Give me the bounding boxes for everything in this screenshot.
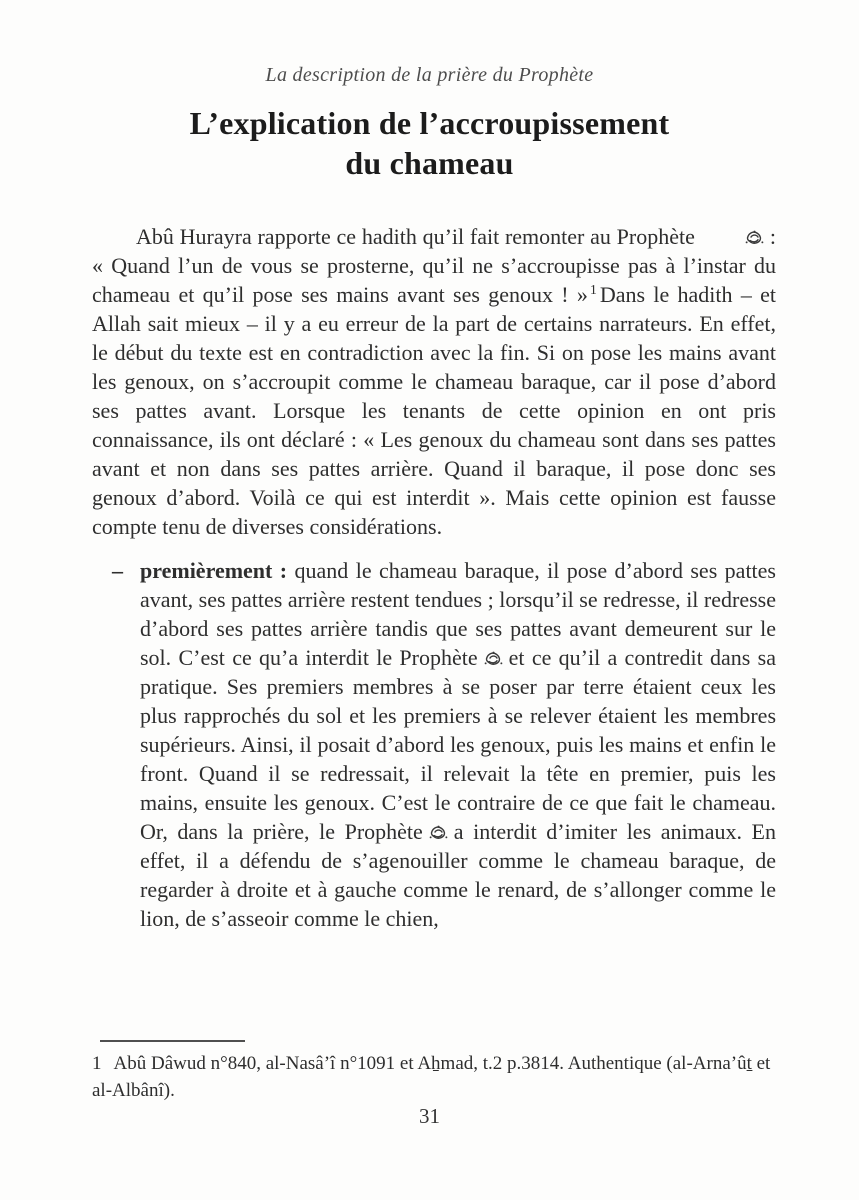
- footnote-number: 1: [92, 1053, 102, 1074]
- footnote-divider: [100, 1040, 245, 1042]
- footnote: [92, 1050, 776, 1104]
- footnote-text: Abû Dâwud n°840, al-Nasâ’î n°1091 et Aẖmad, t.2 p.3814. Authentique (al-Arna’ûṯ et al-Albânî).: [92, 1053, 771, 1101]
- list-item-premierement: [92, 556, 776, 933]
- paragraph-1-text-a: Abû Hurayra rapporte ce hadith qu’il fait remonter au Prophète: [136, 224, 695, 249]
- saws-honorific-icon: [428, 824, 449, 841]
- paragraph-1-text-c: Dans le hadith – et Allah sait mieux – il y a eu erreur de la part de certains narrateurs. En effet, le début du texte est en contradiction avec la fin. Si on pose les mains avant les genoux, on s’accroupit comme le chameau baraque, car il pose d’abord ses pattes avant. Lorsque les tenants de cette opinion en ont pris connaissance, ils ont déclaré : « Les genoux du chameau sont dans ses pattes avant et non dans ses pattes arrière. Quand il baraque, il pose donc ses genoux d’abord. Voilà ce qui est interdit ». Mais cette opinion est fausse compte tenu de diverses considérations.: [92, 282, 776, 539]
- page-title-line-1: L’explication de l’accroupissement: [189, 105, 670, 141]
- paragraph-1: [92, 222, 776, 541]
- body-text: [92, 222, 776, 933]
- paragraph-1-text-b: : « Quand l’un de vous se prosterne, qu’il ne s’accroupisse pas à l’instar du chameau et qu’il pose ses mains avant ses genoux ! »: [92, 224, 776, 307]
- footnote-reference: 1: [589, 282, 597, 298]
- page-title-line-2: du chameau: [345, 145, 514, 181]
- running-header: La description de la prière du Prophète: [265, 64, 594, 86]
- saws-honorific-icon: [483, 650, 504, 667]
- footnote-block: [92, 1040, 776, 1104]
- saws-honorific-icon: [700, 229, 765, 246]
- list-dash-marker: –: [112, 558, 123, 583]
- list-item-text-a: quand le chameau baraque, il pose d’abord ses pattes avant, ses pattes arrière restent tendues ; lorsqu’il se redresse, il redresse d’abord ses pattes arrière tandis que ses pattes avant demeurent sur le sol. C’est ce qu’a interdit le Prophète: [140, 558, 776, 670]
- list-item-text-c: a interdit d’imiter les animaux. En effet, il a défendu de s’agenouiller comme le chameau baraque, de regarder à droite et à gauche comme le renard, de s’allonger comme le lion, de s’asseoir comme le chien,: [140, 819, 776, 931]
- list-item-label: premièrement :: [140, 558, 288, 583]
- page-number: 31: [419, 1104, 440, 1128]
- page-title: [60, 103, 799, 183]
- list-item-text-b: et ce qu’il a contredit dans sa pratique. Ses premiers membres à se poser par terre étaient ceux les plus rapprochés du sol et les premiers à se relever étaient les membres supérieurs. Ainsi, il posait d’abord les genoux, puis les mains et enfin le front. Quand il se redressait, il relevait la tête en premier, puis les mains, ensuite les genoux. C’est le contraire de ce que fait le chameau. Or, dans la prière, le Prophète: [140, 645, 776, 844]
